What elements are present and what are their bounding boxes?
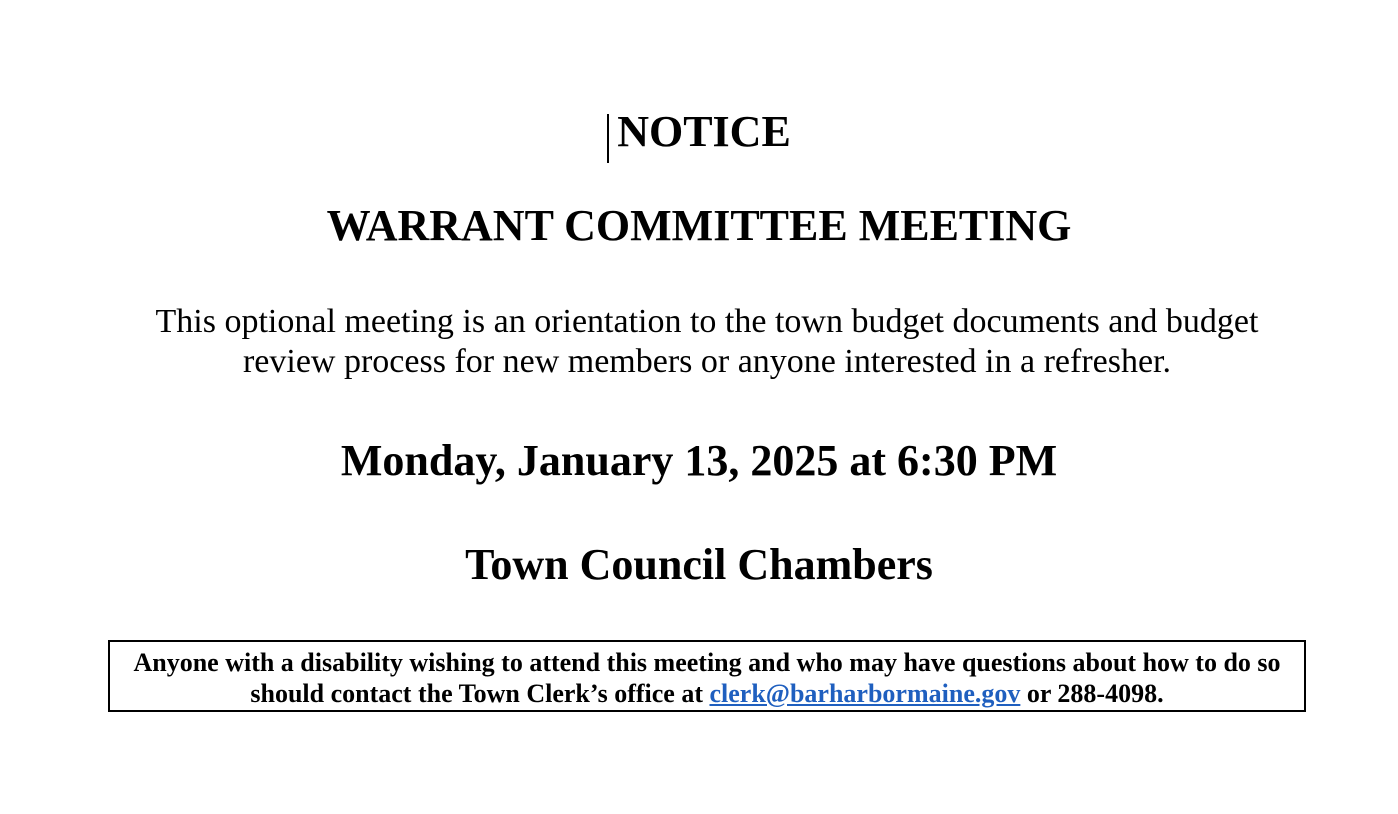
accessibility-phone-text: or 288-4098.: [1020, 679, 1164, 708]
meeting-description: This optional meeting is an orientation to the town budget documents and budget review process for new members or anyone interested in a refresher.: [155, 303, 1259, 380]
meeting-heading: WARRANT COMMITTEE MEETING: [326, 201, 1072, 250]
title-row: [0, 104, 1398, 170]
accessibility-notice-box: [108, 640, 1306, 712]
accessibility-text: Anyone with a disability wishing to attend this meeting and who may have questions about how to do so should contact the Town Clerk’s office at: [133, 648, 1281, 708]
notice-title: NOTICE: [617, 107, 791, 156]
clerk-email-link[interactable]: clerk@barharbormaine.gov: [709, 679, 1021, 708]
meeting-datetime: Monday, January 13, 2025 at 6:30 PM: [340, 436, 1058, 485]
accessibility-notice: [110, 642, 1304, 709]
text-cursor: [607, 114, 609, 163]
meeting-location: Town Council Chambers: [465, 540, 933, 589]
